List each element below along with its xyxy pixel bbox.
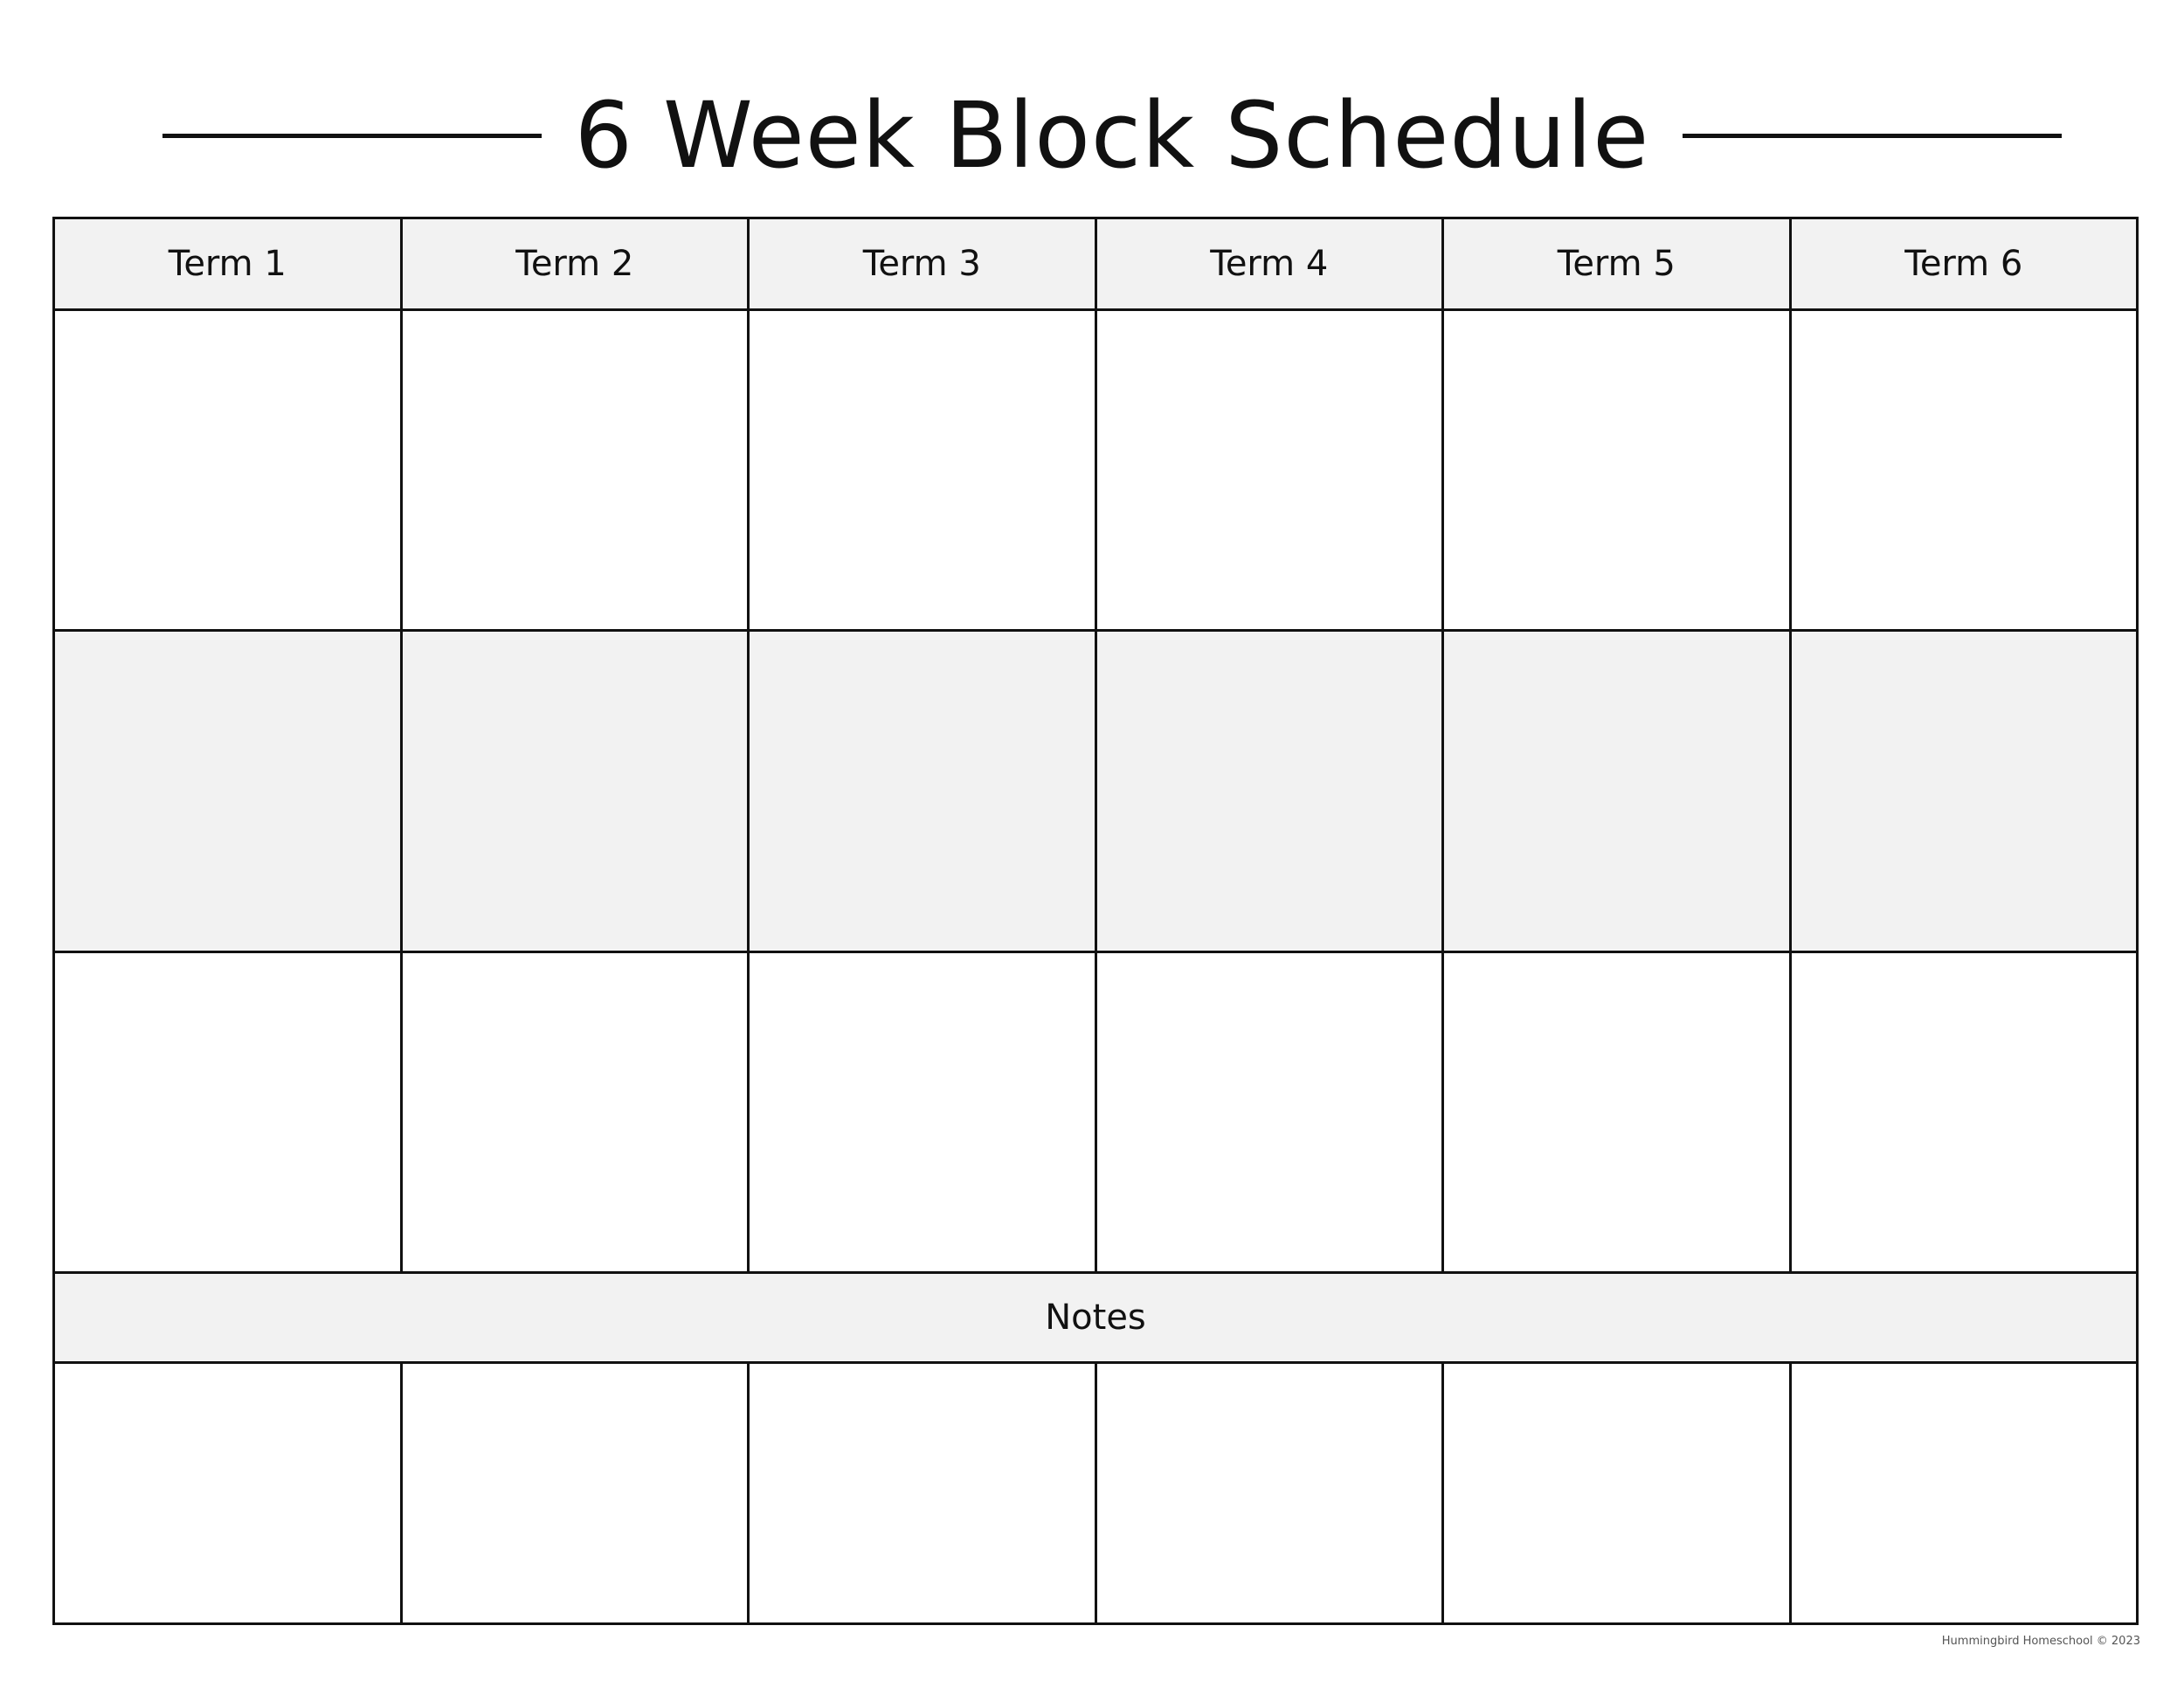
term-header-4: Term 4 xyxy=(1095,218,1443,310)
title-rule-right xyxy=(1683,134,2062,138)
notes-header: Notes xyxy=(54,1272,2138,1362)
block-cell[interactable] xyxy=(54,951,402,1272)
notes-cell[interactable] xyxy=(1095,1362,1443,1623)
block-cell[interactable] xyxy=(749,631,1096,951)
title-rule-left xyxy=(162,134,542,138)
block-cell[interactable] xyxy=(54,631,402,951)
block-cell[interactable] xyxy=(1095,951,1443,1272)
block-row-2 xyxy=(54,631,2138,951)
block-cell[interactable] xyxy=(1443,310,1791,631)
copyright-footer: Hummingbird Homeschool © 2023 xyxy=(1941,1635,2140,1648)
block-cell[interactable] xyxy=(1443,951,1791,1272)
block-cell[interactable] xyxy=(54,310,402,631)
block-cell[interactable] xyxy=(401,631,749,951)
page-title: 6 Week Block Schedule xyxy=(574,82,1650,189)
term-header-5: Term 5 xyxy=(1443,218,1791,310)
block-row-3 xyxy=(54,951,2138,1272)
notes-cell[interactable] xyxy=(749,1362,1096,1623)
block-cell[interactable] xyxy=(749,310,1096,631)
block-cell[interactable] xyxy=(1095,310,1443,631)
block-cell[interactable] xyxy=(749,951,1096,1272)
term-header-2: Term 2 xyxy=(401,218,749,310)
notes-cell[interactable] xyxy=(54,1362,402,1623)
block-row-1 xyxy=(54,310,2138,631)
schedule-table xyxy=(52,217,2139,1625)
title-row xyxy=(162,83,2062,188)
block-cell[interactable] xyxy=(1790,310,2138,631)
notes-cell[interactable] xyxy=(401,1362,749,1623)
block-cell[interactable] xyxy=(1443,631,1791,951)
block-cell[interactable] xyxy=(1095,631,1443,951)
notes-row xyxy=(54,1362,2138,1623)
block-cell[interactable] xyxy=(401,310,749,631)
term-header-6: Term 6 xyxy=(1790,218,2138,310)
notes-cell[interactable] xyxy=(1790,1362,2138,1623)
block-cell[interactable] xyxy=(1790,631,2138,951)
term-header-row xyxy=(54,218,2138,310)
notes-header-row xyxy=(54,1272,2138,1362)
term-header-3: Term 3 xyxy=(749,218,1096,310)
block-cell[interactable] xyxy=(1790,951,2138,1272)
term-header-1: Term 1 xyxy=(54,218,402,310)
notes-cell[interactable] xyxy=(1443,1362,1791,1623)
block-cell[interactable] xyxy=(401,951,749,1272)
